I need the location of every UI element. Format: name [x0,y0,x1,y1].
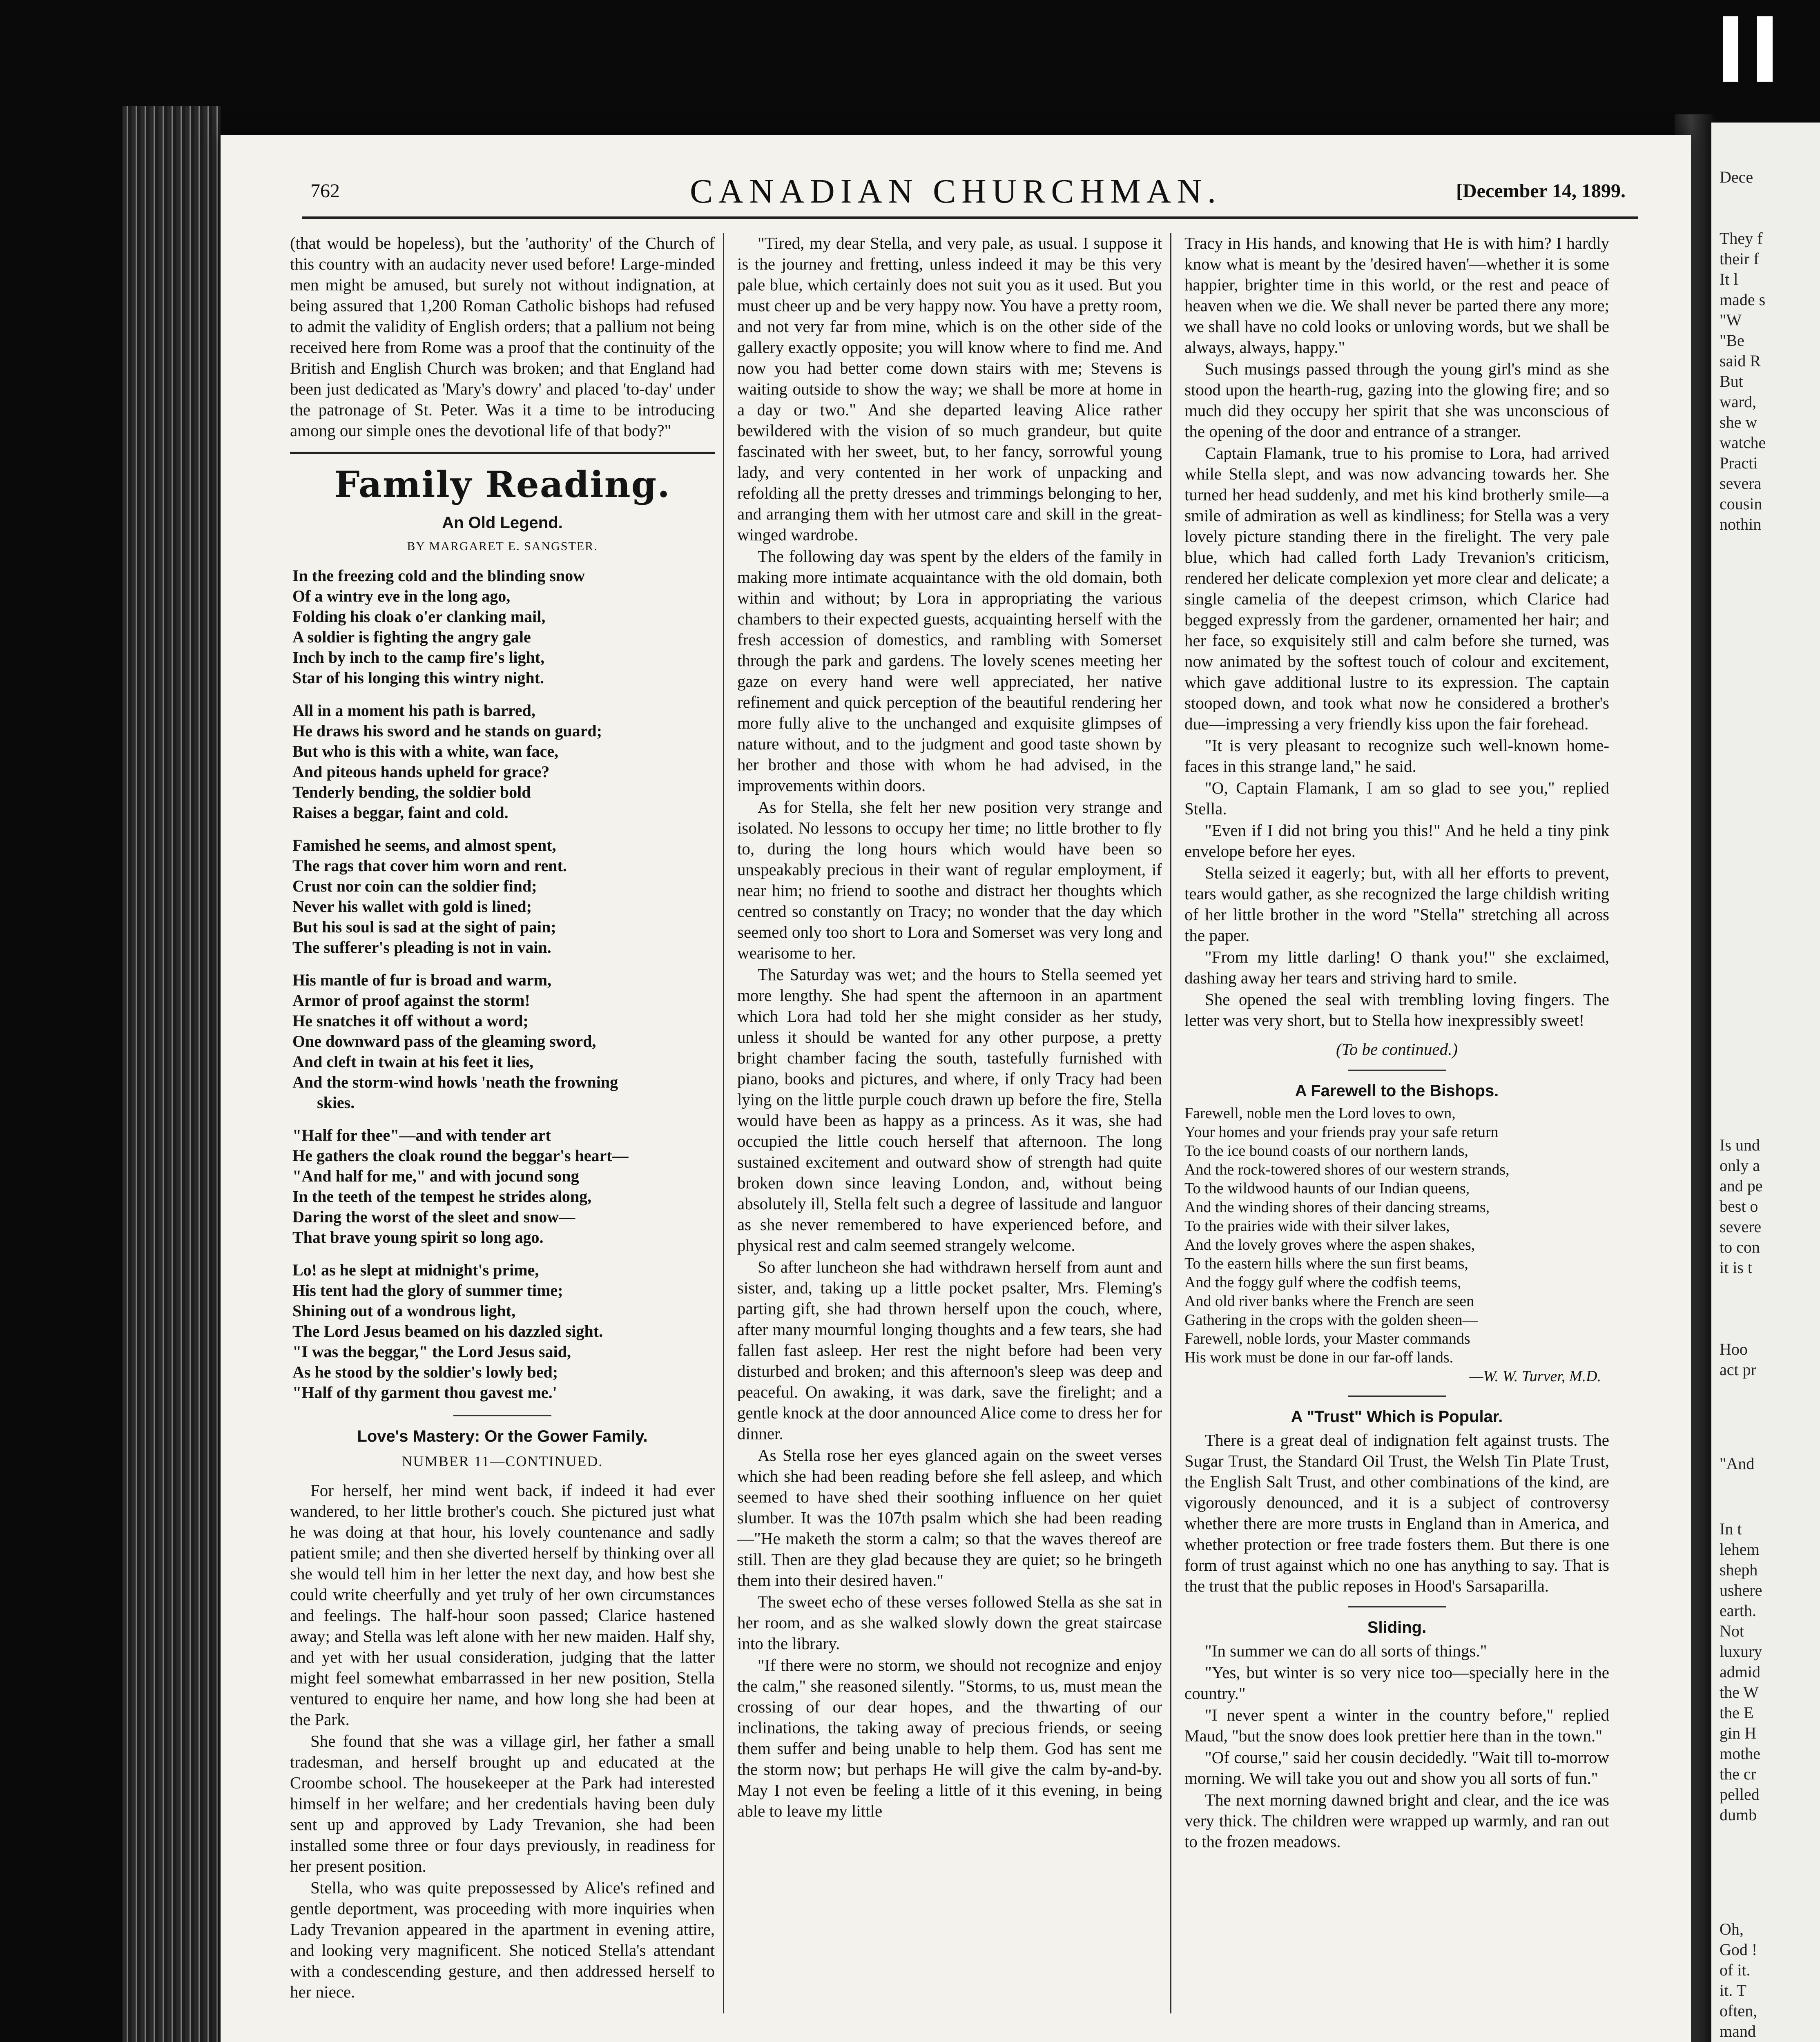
facing-page-line: It l [1720,270,1738,288]
sliding-paragraph: "I never spent a winter in the country before," replied Maud, "but the snow does look prettier here than in the town." [1184,1705,1609,1745]
poem-line: And the storm-wind howls 'neath the frowning [292,1073,618,1091]
facing-page-line: sheph [1720,1560,1758,1579]
poem-line: To the ice bound coasts of our northern lands, [1184,1142,1468,1159]
facing-page-line: dumb [1720,1806,1757,1824]
masthead-title: CANADIAN CHURCHMAN. [689,172,1222,210]
poem-stanza [292,1260,715,1403]
column-1 [290,233,715,2003]
facing-page-line: it. T [1720,1981,1746,2000]
poem-line: To the prairies wide with their silver lakes, [1184,1217,1450,1235]
facing-page-line: admid [1720,1663,1760,1681]
facing-page-line: severe [1720,1217,1762,1236]
story-paragraph: "If there were no storm, we should not recognize and enjoy the calm," she reasoned silently. "Storms, to us, must mean the crossing of our dear hopes, and the thwarting of our inclinations, the taking away of precious friends, or seeing them suffer and being unable to help them. God has sent me the storm now; but perhaps He will give the calm by-and-by. May I not even be feeling a little of it this evening, in being able to leave my little [737,1656,1162,1820]
facing-page-line: to con [1720,1238,1760,1256]
poem-line: Farewell, noble men the Lord loves to own, [1184,1105,1456,1122]
story-paragraph: The following day was spent by the elders of the family in making more intimate acquaintance with the old domain, both within and without; by Lora in appropriating the various chambers to their expected guests, acquainting herself with the fresh accession of domestics, and rambling with Somerset through the park and gardens. The lovely scenes meeting her gaze on every hand were well appreciated, her native refinement and quick perception of the beautiful rendering her more fully alive to the unchanged and exquisite glimpses of nature without, and to the judgment and good taste shown by her brother and those with whom he had advised, in the improvements within doors. [737,547,1162,795]
story-number: NUMBER 11—CONTINUED. [401,1453,603,1469]
poem-stanza [292,1125,715,1248]
poem-line: The sufferer's pleading is not in vain. [292,938,551,956]
scan-marker-top-left [1723,16,1738,82]
poem-line: He draws his sword and he stands on guard; [292,722,602,740]
poem-line: And the winding shores of their dancing streams, [1184,1199,1490,1216]
poem-line: He snatches it off without a word; [292,1012,529,1030]
poem-line: And the lovely groves where the aspen shakes, [1184,1236,1475,1253]
poem-line: "I was the beggar," the Lord Jesus said, [292,1342,571,1361]
poem-line: "And half for me," and with jocund song [292,1167,579,1185]
story-paragraph: Such musings passed through the young girl's mind as she stood upon the hearth-rug, gazing into the glowing fire; and so much did they occupy her spirit that she was unconscious of the opening of the door and entrance of a stranger. [1184,359,1609,441]
story-paragraph: "Tired, my dear Stella, and very pale, as usual. I suppose it is the journey and fretting, unless indeed it may be this very pale blue, which certainly does not suit you as it used. But you must cheer up and be very happy now. You have a pretty room, and not very far from mine, which is on the other side of the gallery exactly opposite; you will know where to find me. And now you had better come down stairs with me; Stevens is waiting outside to show the way; we shall be more at home in a day or two." And she departed leaving Alice rather bewildered with the vision of so much grandeur, but quite fascinated with her sweet, but, to her fancy, sorrowful young lady, and very contented in her work of unpacking and refolding all the pretty dresses and trimmings belonging to her, and arranging them with her utmost care and skill in the great-winged wardrobe. [737,234,1162,544]
poem-line: Never his wallet with gold is lined; [292,897,532,916]
trust-title: A "Trust" Which is Popular. [1291,1408,1503,1426]
poem-line: And piteous hands upheld for grace? [292,762,550,781]
facing-page-line: mand [1720,2022,1756,2040]
facing-page-line: Not [1720,1622,1744,1640]
book-gutter-edge [123,106,221,2042]
story-paragraph: The Saturday was wet; and the hours to Stella seemed yet more lengthy. She had spent the afternoon in an apartment which Lora had told her she might consider as her study, unless it should be wanted for any other purpose, a pretty bright chamber facing the south, tastefully furnished with piano, books and pictures, and where, if only Tracy had been lying on the little purple couch drawn up before the fire, Stella would have been as happy as a princess. As it was, she had occupied the little couch herself that afternoon. The long sustained excitement and outward show of strength had quite broken down since leaving London, and, without being absolutely ill, Stella felt such a degree of lassitude and languor as she never remembered to have experienced before, and physical rest and calm seemed strangely welcome. [737,965,1162,1255]
facing-page-line: act pr [1720,1360,1756,1379]
poem-line: skies. [317,1093,355,1112]
page-header [221,172,1691,216]
poem-line: That brave young spirit so long ago. [292,1228,544,1246]
poem-line: Inch by inch to the camp fire's light, [292,648,545,667]
story-paragraph: She found that she was a village girl, her father a small tradesman, and herself brought up and educated at the Croombe school. The housekeeper at the Park had interested himself in her welfare; and her credentials having been duly sent up and approved by Lady Trevanion, she had been installed some three or four days previously, in readiness for her present position. [290,1732,715,1875]
story-paragraph: Stella seized it eagerly; but, with all her efforts to prevent, tears would gather, as she recognized the large childish writing of her little brother in the word "Stella" stretching all across the paper. [1184,863,1609,945]
poem-line: But who is this with a white, wan face, [292,742,559,760]
poem-line: One downward pass of the gleaming sword, [292,1032,596,1050]
facing-page-line: "W [1720,311,1742,329]
farewell-signature: —W. W. Turver, M.D. [1469,1368,1601,1385]
poem-line: Gathering in the crops with the golden sheen— [1184,1311,1478,1329]
poem-line: Raises a beggar, faint and cold. [292,803,509,822]
issue-date: [December 14, 1899. [1456,180,1626,202]
poem-line: Shining out of a wondrous light, [292,1302,516,1320]
sliding-paragraph: "In summer we can do all sorts of things." [1205,1641,1487,1660]
facing-page-line: severa [1720,474,1762,493]
family-reading-heading: Family Reading. [334,463,671,506]
poem-line: To the wildwood haunts of our Indian queens, [1184,1180,1470,1197]
facing-page-line: the W [1720,1683,1759,1701]
facing-page-line: often, [1720,2002,1758,2020]
header-rule [302,216,1638,219]
facing-page-line: cousin [1720,495,1762,513]
farewell-poem [1184,1104,1609,1386]
poem-line: And the foggy gulf where the codfish teems, [1184,1274,1461,1291]
facing-page-line: Hoo [1720,1340,1748,1358]
story-paragraph: Stella, who was quite prepossessed by Alice's refined and gentle deportment, was proceeding with more inquiries when Lady Trevanion appeared in the apartment in evening attire, and looking very magnificent. She noticed Stella's attendant with a condescending gesture, and then addressed herself to her niece. [290,1878,715,2001]
poem-line: And cleft in twain at his feet it lies, [292,1052,533,1071]
story-paragraph: Tracy in His hands, and knowing that He is with him? I hardly know what is meant by the 'desired haven'—whether it is some happier, brighter time in this world, or the rest and peace of heaven when we die. We shall never be parted there any more; we shall have no cold looks or unloving words, but we shall be always, always, happy." [1184,234,1609,357]
trust-paragraph: There is a great deal of indignation felt against trusts. The Sugar Trust, the Standard Oil Trust, the Welsh Tin Plate Trust, the English Salt Trust, and other combinations of the kind, are vigorously denounced, and it is a subject of controversy whether there are more trusts in England than in America, and whether protection or free trade fosters them. But there is one form of trust against which no one has anything to say. That is the trust that the public reposes in Hood's Sarsaparilla. [1184,1431,1609,1595]
story-paragraph: The sweet echo of these verses followed Stella as she sat in her room, and as she walked slowly down the great staircase into the library. [737,1592,1162,1653]
facing-page-line: the E [1720,1703,1754,1722]
section-rule [290,452,715,454]
facing-page-line: it is t [1720,1258,1753,1277]
story-paragraph: As for Stella, she felt her new position very strange and isolated. No lessons to occupy her time; no little brother to fly to, during the long hours which would have been so unspeakably precious in their want of regular employment, if near him; no friend to soothe and distract her thoughts which centred so constantly on Tracy; no wonder that the day which seemed only too short to Lora and Somerset was very long and wearisome to her. [737,798,1162,962]
facing-page-line: "And [1720,1454,1755,1473]
facing-page-line: pelled [1720,1785,1760,1803]
sliding-paragraph: "Of course," said her cousin decidedly. "Wait till to-morrow morning. We will take you out and show you all sorts of fun." [1184,1748,1609,1788]
facing-page-line: luxury [1720,1642,1762,1661]
facing-page-line: In t [1720,1520,1742,1538]
column-3 [1184,233,1609,1853]
poem-line: As he stood by the soldier's lowly bed; [292,1363,558,1381]
story-paragraph: "From my little darling! O thank you!" she exclaimed, dashing away her tears and striving hard to smile. [1184,947,1609,987]
divider [453,1415,551,1416]
facing-page-line: God ! [1720,1940,1758,1959]
poem-line: Famished he seems, and almost spent, [292,836,556,854]
poem-line: To the eastern hills where the sun first beams, [1184,1255,1468,1272]
facing-page-line: earth. [1720,1601,1756,1620]
poem [292,566,715,1403]
story-paragraph: As Stella rose her eyes glanced again on the sweet verses which she had been reading before she fell asleep, and which seemed to have shed their soothing influence on her quiet slumber. It was the 107th psalm which she had been reading—"He maketh the storm a calm; so that the waves thereof are still. Then are they glad because they are quiet; so he bringeth them into their desired haven." [737,1446,1162,1589]
facing-page-line: of it. [1720,1961,1751,1979]
poem-line: Crust nor coin can the soldier find; [292,877,537,895]
facing-page-line: ward, [1720,392,1756,411]
poem-stanza [292,566,715,688]
poem-line: "Half for thee"—and with tender art [292,1126,551,1144]
poem-line: "Half of thy garment thou gavest me.' [292,1383,557,1402]
facing-page-line: Practi [1720,454,1758,472]
intro-paragraph: (that would be hopeless), but the 'authority' of the Church of this country with an audacity never used before! Large-minded men might be amused, but surely not without indignation, at being assured that 1,200 Roman Catholic bishops had refused to admit the validity of English orders; that a pallium not being received here from Rome was a proof that the continuity of the British and English Church was broken; and that England had been just dedicated as 'Mary's dowry' and placed 'to-day' under the patronage of St. Peter. Was it a time to be introducing among our simple ones the devotional life of that body?" [290,234,715,440]
poem-line: Your homes and your friends pray your safe return [1184,1124,1499,1141]
sliding-paragraph: The next morning dawned bright and clear, and the ice was very thick. The children were wrapped up warmly, and ran out to the frozen meadows. [1184,1790,1609,1851]
poem-byline: BY MARGARET E. SANGSTER. [407,539,598,553]
facing-page-line: gin H [1720,1724,1756,1742]
poem-line: Armor of proof against the storm! [292,991,530,1010]
facing-page-fragment [1711,123,1820,2042]
sliding-paragraph: "Yes, but winter is so very nice too—specially here in the country." [1184,1663,1609,1703]
poem-line: Star of his longing this wintry night. [292,669,544,687]
facing-page-line: the cr [1720,1765,1756,1783]
facing-page-line: nothin [1720,515,1762,533]
poem-line: Folding his cloak o'er clanking mail, [292,607,546,626]
poem-line: And the rock-towered shores of our western strands, [1184,1161,1510,1178]
story-paragraph: She opened the seal with trembling loving fingers. The letter was very short, but to Stella how inexpressibly sweet! [1184,990,1609,1030]
facing-page-line: made s [1720,290,1766,309]
facing-page-line: Is und [1720,1136,1760,1154]
poem-line: Of a wintry eve in the long ago, [292,587,511,605]
poem-line: All in a moment his path is barred, [292,701,535,720]
story-paragraph: So after luncheon she had withdrawn herself from aunt and sister, and, taking up a little pocket psalter, Mrs. Fleming's parting gift, she had thrown herself upon the couch, where, after many mournful longing thoughts and a few tears, she had fallen fast asleep. Her rest the night before had been very disturbed and broken; and this afternoon's sleep was deep and peaceful. On awaking, it was dark, save the firelight; and a gentle knock at the door announced Alice come to dress her for dinner. [737,1257,1162,1443]
facing-page-line: ushere [1720,1581,1762,1599]
facing-page-line: But [1720,372,1743,390]
facing-page-line: best o [1720,1197,1758,1215]
poem-line: The rags that cover him worn and rent. [292,856,567,875]
scan-marker-top-right [1757,16,1773,82]
divider [1348,1396,1446,1397]
poem-line: Daring the worst of the sleet and snow— [292,1208,575,1226]
poem-line: He gathers the cloak round the beggar's heart— [292,1146,629,1165]
story-paragraph: "Even if I did not bring you this!" And he held a tiny pink envelope before her eyes. [1184,821,1609,860]
poem-line: His tent had the glory of summer time; [292,1281,563,1300]
newspaper-page [221,135,1691,2042]
poem-line: His work must be done in our far-off lands. [1184,1349,1454,1366]
column-rule-2 [1170,233,1171,2013]
facing-page-line: she w [1720,413,1758,431]
poem-line: In the freezing cold and the blinding snow [292,566,585,585]
facing-page-line: lehem [1720,1540,1760,1558]
facing-page-line: their f [1720,250,1759,268]
column-rule-1 [723,233,724,2013]
poem-line: Tenderly bending, the soldier bold [292,783,531,801]
facing-page-line: and pe [1720,1177,1763,1195]
facing-page-header: Dece [1720,168,1753,186]
sliding-title: Sliding. [1367,1618,1427,1636]
poem-title: An Old Legend. [442,514,563,532]
poem-line: The Lord Jesus beamed on his dazzled sight. [292,1322,603,1340]
poem-line: Lo! as he slept at midnight's prime, [292,1261,539,1279]
story-paragraph: For herself, her mind went back, if indeed it had ever wandered, to her little brother's couch. She pictured just what he was doing at that hour, his lovely countenance and sadly patient smile; and then she diverted herself by thinking over all she would tell him in her letter the next day, and how best she could write cheerfully and yet truly of her own circumstances and feelings. The half-hour soon passed; Clarice hastened away; and Stella was left alone with her new maiden. Half shy, and yet with her usual consideration, judging that the latter might feel somewhat embarrassed in her new position, Stella ventured to enquire her name, and how long she had been at the Park. [290,1481,715,1729]
divider [1348,1070,1446,1071]
facing-page-line: "Be [1720,331,1744,350]
column-2 [737,233,1162,1822]
facing-page-line: only a [1720,1156,1760,1175]
divider [1348,1606,1446,1607]
poem-stanza [292,700,715,823]
poem-line: His mantle of fur is broad and warm, [292,971,552,989]
poem-stanza [292,835,715,958]
facing-page-line: said R [1720,352,1761,370]
story-paragraph: Captain Flamank, true to his promise to Lora, had arrived while Stella slept, and was now advancing towards her. She turned her head suddenly, and met his kind brotherly smile—a smile of admiration as well as kindliness; for Stella was a very lovely picture standing there in the firelight. The very pale blue, which had called forth Lady Trevanion's criticism, rendered her delicate complexion yet more clear and delicate; a single camelia of the deepest crimson, which Clarice had begged expressly from the gardener, ornamented her hair; and her face, so exquisitely still and calm before she turned, was now animated by the softest touch of colour and excitement, which gave additional lustre to its expression. The captain stooped down, and took what now he considered a brother's due—impressing a very friendly kiss upon the fair forehead. [1184,444,1609,733]
facing-page-line: They f [1720,229,1763,247]
facing-page-line: mothe [1720,1744,1760,1763]
poem-line: And old river banks where the French are seen [1184,1293,1474,1310]
poem-line: In the teeth of the tempest he strides along, [292,1187,592,1206]
poem-line: Farewell, noble lords, your Master commands [1184,1330,1470,1347]
facing-page-line: Oh, [1720,1920,1744,1938]
page-number: 762 [310,180,340,202]
story-paragraph: "O, Captain Flamank, I am so glad to see you," replied Stella. [1184,778,1609,818]
to-be-continued: (To be continued.) [1336,1040,1458,1059]
story-title: Love's Mastery: Or the Gower Family. [357,1427,648,1445]
poem-line: But his soul is sad at the sight of pain; [292,918,556,936]
farewell-title: A Farewell to the Bishops. [1295,1082,1499,1100]
story-paragraph: "It is very pleasant to recognize such well-known home-faces in this strange land," he said. [1184,736,1609,776]
poem-line: A soldier is fighting the angry gale [292,628,531,646]
facing-page-line: watche [1720,433,1766,452]
poem-stanza [292,970,715,1113]
